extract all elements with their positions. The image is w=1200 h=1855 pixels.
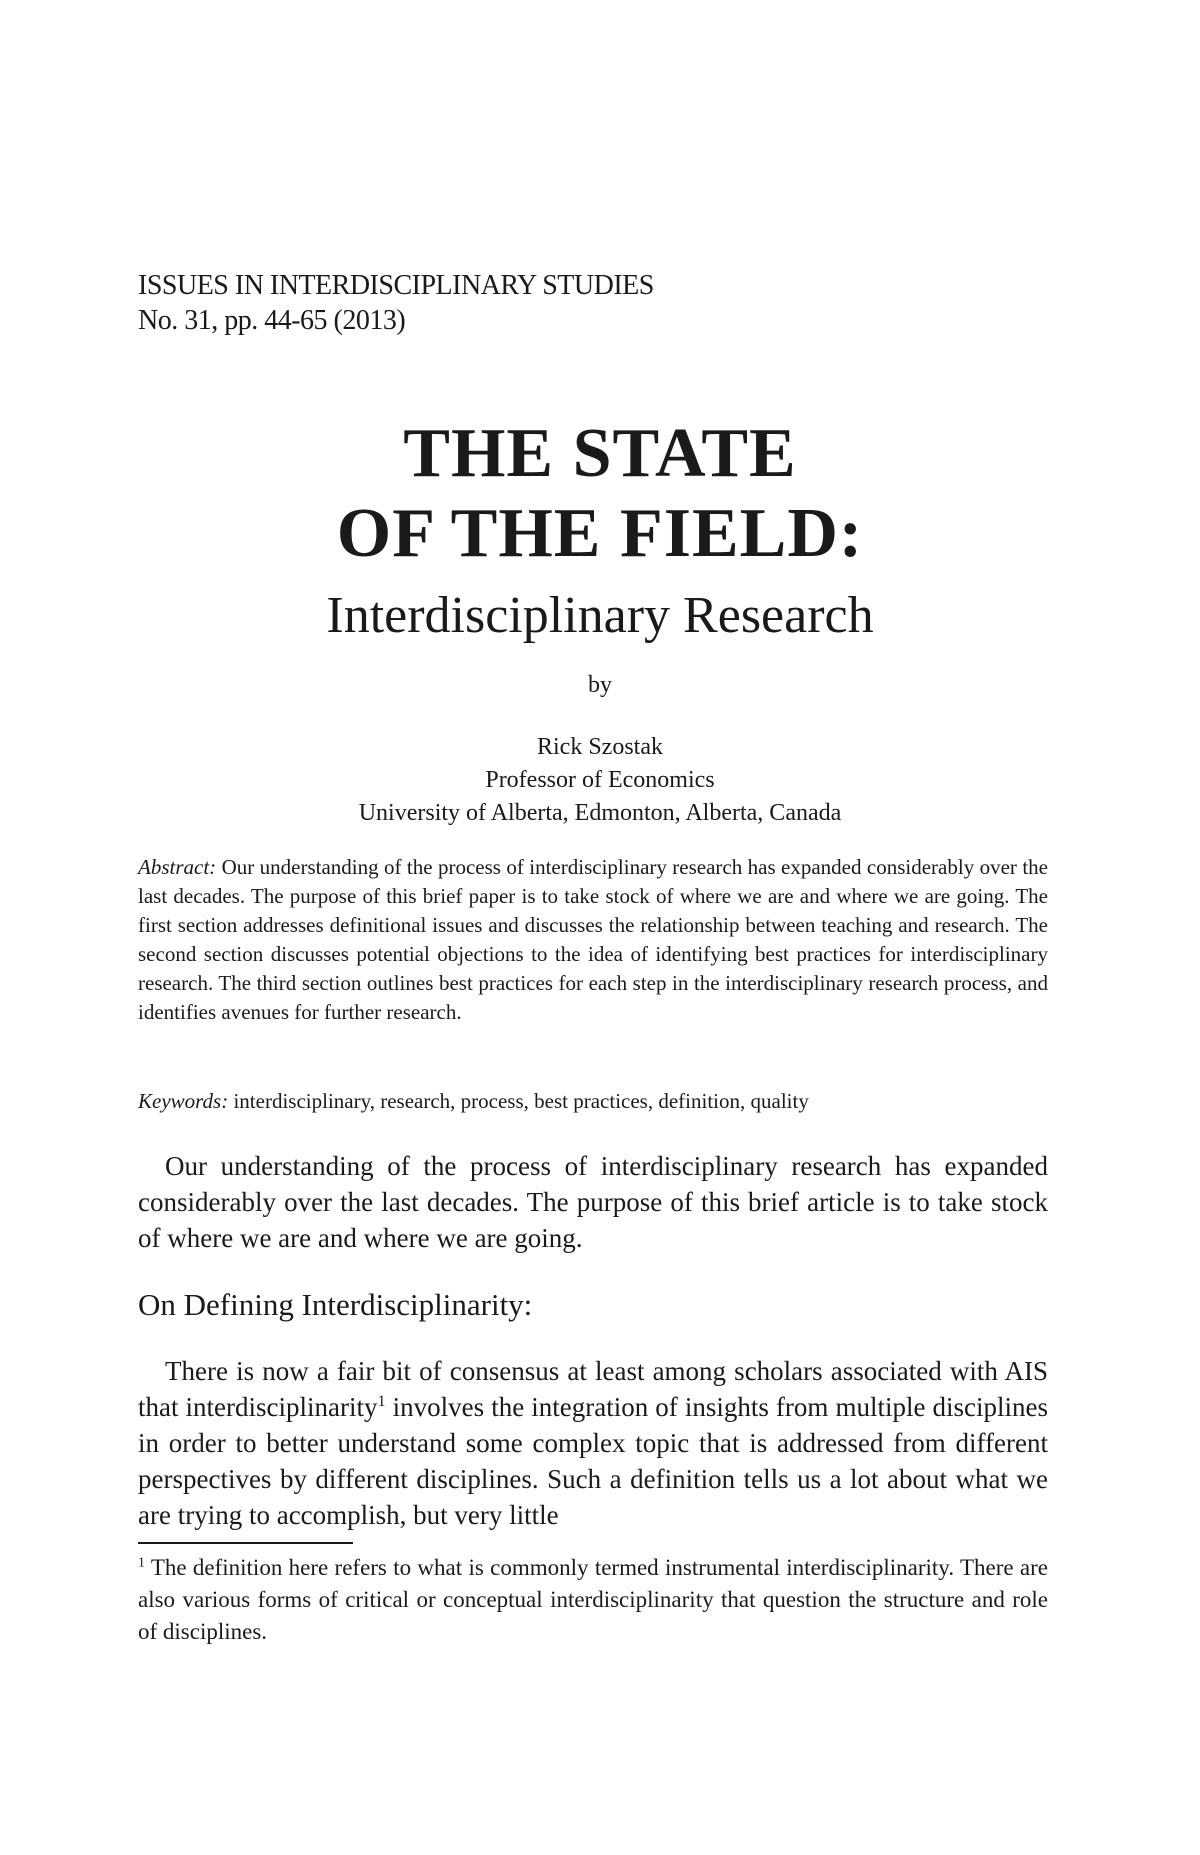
footnote — [138, 1552, 1048, 1648]
journal-name: ISSUES IN INTERDISCIPLINARY STUDIES — [138, 270, 654, 301]
article-subtitle: Interdisciplinary Research — [326, 587, 874, 644]
keywords-text: interdisciplinary, research, process, best practices, definition, quality — [233, 1089, 809, 1113]
paragraph-text-start: There is now a fair bit of consensus at least among scholars associated with AIS that interdisciplinarity — [138, 1356, 1048, 1422]
footnote-divider — [138, 1542, 353, 1544]
keywords — [138, 1087, 1048, 1116]
paragraph-text-end: involves the integration of insights from multiple disciplines in order to better understand some complex topic that is addressed from different perspectives by different disciplines. Such a definition tells us a lot about what we are trying to accomplish, but very little — [138, 1392, 1048, 1530]
journal-issue: No. 31, pp. 44-65 (2013) — [138, 305, 406, 336]
abstract-label: Abstract: — [138, 855, 217, 879]
author-affiliation: University of Alberta, Edmonton, Alberta, Canada — [358, 800, 842, 826]
abstract-text: Our understanding of the process of interdisciplinary research has expanded considerably over the last decades. The purpose of this brief paper is to take stock of where we are and where we are going. The first section addresses definitional issues and discusses the relationship between teaching and research. The second section discusses potential objections to the idea of identifying best practices for interdisciplinary research. The third section outlines best practices for each step in the interdisciplinary research process, and identifies avenues for further research. — [138, 855, 1048, 1024]
footnote-text: The definition here refers to what is commonly termed instrumental interdisciplinarity. There are also various forms of critical or conceptual interdisciplinarity that question the structure and role of disciplines. — [138, 1555, 1048, 1644]
author-name: Rick Szostak — [537, 734, 663, 760]
title-line-1: THE STATE — [403, 415, 797, 492]
section-paragraph — [138, 1353, 1048, 1533]
keywords-label: Keywords: — [138, 1089, 229, 1113]
footnote-mark: 1 — [138, 1554, 145, 1570]
intro-paragraph: Our understanding of the process of interdisciplinary research has expanded considerably over the last decades. The purpose of this brief article is to take stock of where we are and where we are going. — [138, 1151, 1048, 1253]
section-heading: On Defining Interdisciplinarity: — [138, 1287, 533, 1322]
author-block — [0, 731, 1200, 830]
footnote-reference: 1 — [377, 1392, 386, 1410]
abstract — [138, 853, 1048, 1027]
title-line-2: OF THE FIELD: — [336, 495, 864, 572]
author-position: Professor of Economics — [485, 767, 715, 793]
journal-header — [138, 268, 654, 338]
article-title — [0, 414, 1200, 574]
by-label: by — [588, 672, 612, 698]
